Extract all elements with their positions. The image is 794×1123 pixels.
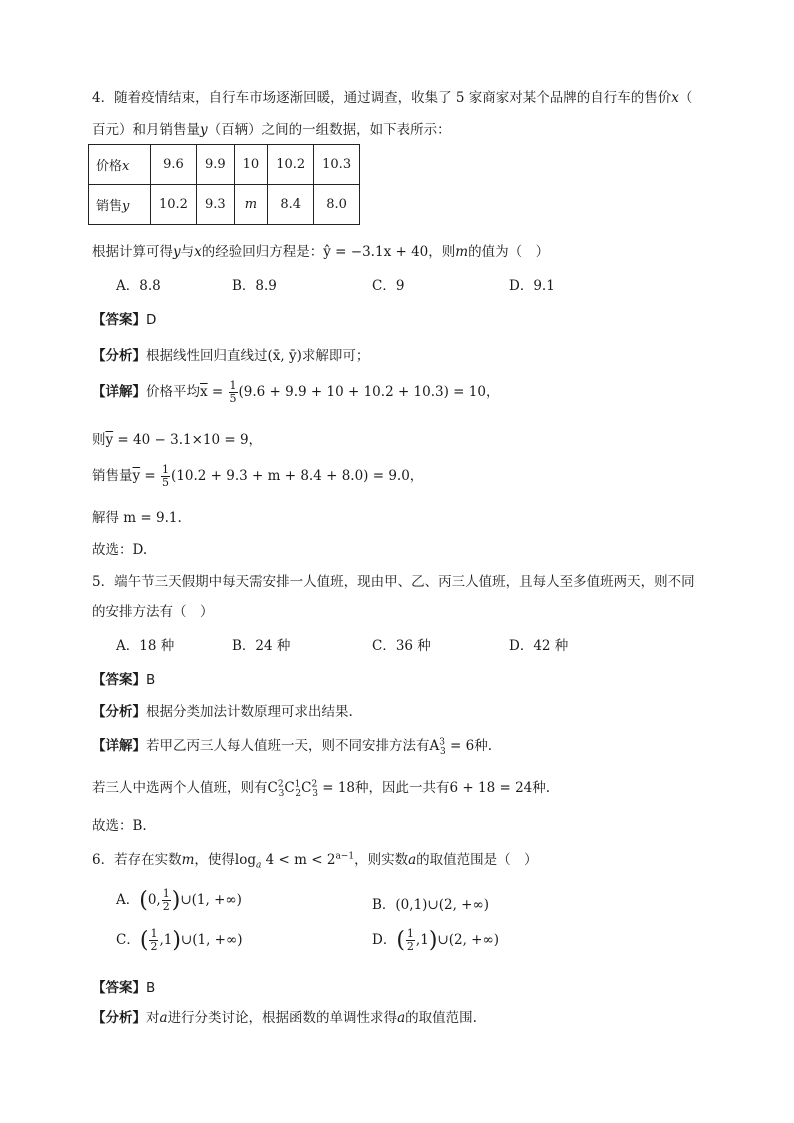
q4-detail2: 则$\overline{y} = 40 - 3.1\times 10 = 9$，	[92, 432, 263, 448]
q5-detail2: 若三人中选两个人值班，则有$C^2_3C^1_2C^2_3 = 18$种，因此一共有6 + 18 = 24种.	[92, 779, 551, 799]
q4-stem-text1: 4．随着疫情结束，自行车市场逐渐回暖，通过调查，收集了 5 家商家对某个品牌的自行车的售价	[92, 90, 672, 106]
q4-option-c: C．9	[372, 278, 405, 294]
q5-detail1: 【详解】若甲乙丙三人每人值班一天，则不同安排方法有$A^3_3 = 6$种.	[92, 737, 492, 757]
q5-option-a: A．18 种	[116, 638, 175, 654]
q6-analysis: 【分析】对a进行分类讨论，根据函数的单调性求得a的取值范围.	[92, 1010, 477, 1026]
q6-stem: 6．若存在实数m，使得$\log_a 4 < m < 2^{a-1}$，则实数a的取值范围是（ ）	[92, 851, 538, 871]
q4-conclusion: 故选：D.	[92, 542, 148, 558]
q4-stem-line2	[92, 118, 451, 138]
q4-detail3: 销售量$\overline{y}$ = $\frac{1}{5}$ (10.2 + 9.3 + m + 8.4 + 8.0) = 9.0，	[92, 463, 424, 489]
q4-detail1: 【详解】价格平均$\overline{x}$ = $\frac{1}{5}$ (9.6 + 9.9 + 10 + 10.2 + 10.3) = 10，	[92, 379, 500, 405]
analysis-tag: 【分析】	[92, 348, 146, 364]
answer-tag: 【答案】	[92, 312, 146, 328]
table-cell: 10.3	[314, 145, 360, 185]
paren-open: （	[678, 90, 693, 106]
table-cell: 9.9	[196, 145, 234, 185]
row-header-price: 价格x	[89, 145, 151, 185]
q6-option-c: C．( $\frac{1}{2}$ ,1)∪(1, +∞)	[116, 927, 243, 953]
q4-data-table	[88, 144, 360, 225]
q4-stem-text2b: （百辆）之间的一组数据，如下表所示：	[207, 122, 451, 138]
q5-option-b: B．24 种	[232, 638, 291, 654]
permutation-formula: $A^3_3$	[429, 737, 446, 757]
q5-option-c: C．36 种	[372, 638, 431, 654]
q5-conclusion: 故选：B.	[92, 818, 147, 834]
q6-option-d: D．( $\frac{1}{2}$ ,1)∪(2, +∞)	[372, 927, 499, 953]
q4-stem-text2a: 百元）和月销售量	[92, 122, 200, 138]
table-row-price	[89, 145, 360, 185]
q5-answer: 【答案】B	[92, 672, 156, 688]
table-cell: 8.4	[268, 185, 314, 225]
combination-formula: $C^2_3C^1_2C^2_3$	[267, 779, 318, 799]
table-cell: m	[234, 185, 268, 225]
q4-detail4: 解得 m = 9.1.	[92, 510, 182, 526]
mean-point: (x̄, ȳ)	[267, 348, 302, 364]
q4-question: 根据计算可得y与x的经验回归方程是：ŷ = −3.1x + 40，则m的值为（ ）	[92, 244, 550, 260]
q5-analysis: 【分析】根据分类加法计数原理可求出结果.	[92, 704, 353, 720]
q5-option-d: D．42 种	[509, 638, 569, 654]
q4-option-d: D．9.1	[509, 278, 555, 294]
q4-answer	[92, 308, 156, 328]
table-cell: 9.3	[196, 185, 234, 225]
table-cell: 10.2	[268, 145, 314, 185]
table-row-sales	[89, 185, 360, 225]
var-y: y	[200, 122, 208, 138]
detail-tag: 【详解】	[92, 384, 146, 400]
table-cell: 10	[234, 145, 268, 185]
row-header-sales: 销售y	[89, 185, 151, 225]
regression-equation: ŷ = −3.1x + 40	[323, 244, 429, 260]
q4-analysis: 【分析】根据线性回归直线过(x̄, ȳ)求解即可；	[92, 348, 370, 364]
table-cell: 10.2	[151, 185, 197, 225]
q6-option-a: A．(0, $\frac{1}{2}$ )∪(1, +∞)	[116, 887, 242, 913]
q4-option-b: B．8.9	[232, 278, 277, 294]
q5-stem-line1: 5．端午节三天假期中每天需安排一人值班，现由甲、乙、丙三人值班，且每人至多值班两天，则不同	[92, 574, 695, 590]
q4-stem-line1	[92, 86, 692, 106]
q5-stem-line2: 的安排方法有（ ）	[92, 604, 214, 620]
table-cell: 9.6	[151, 145, 197, 185]
q6-answer: 【答案】B	[92, 980, 156, 996]
log-inequality: $\log_a 4 < m < 2^{a-1}$	[234, 851, 355, 871]
table-cell: 8.0	[314, 185, 360, 225]
q4-option-a: A．8.8	[116, 278, 161, 294]
q6-option-b: B．(0,1)∪(2, +∞)	[372, 897, 489, 913]
var-x: x	[671, 90, 679, 106]
fraction-one-fifth: $\frac{1}{5}$	[229, 379, 237, 405]
answer-value: D	[146, 312, 157, 328]
